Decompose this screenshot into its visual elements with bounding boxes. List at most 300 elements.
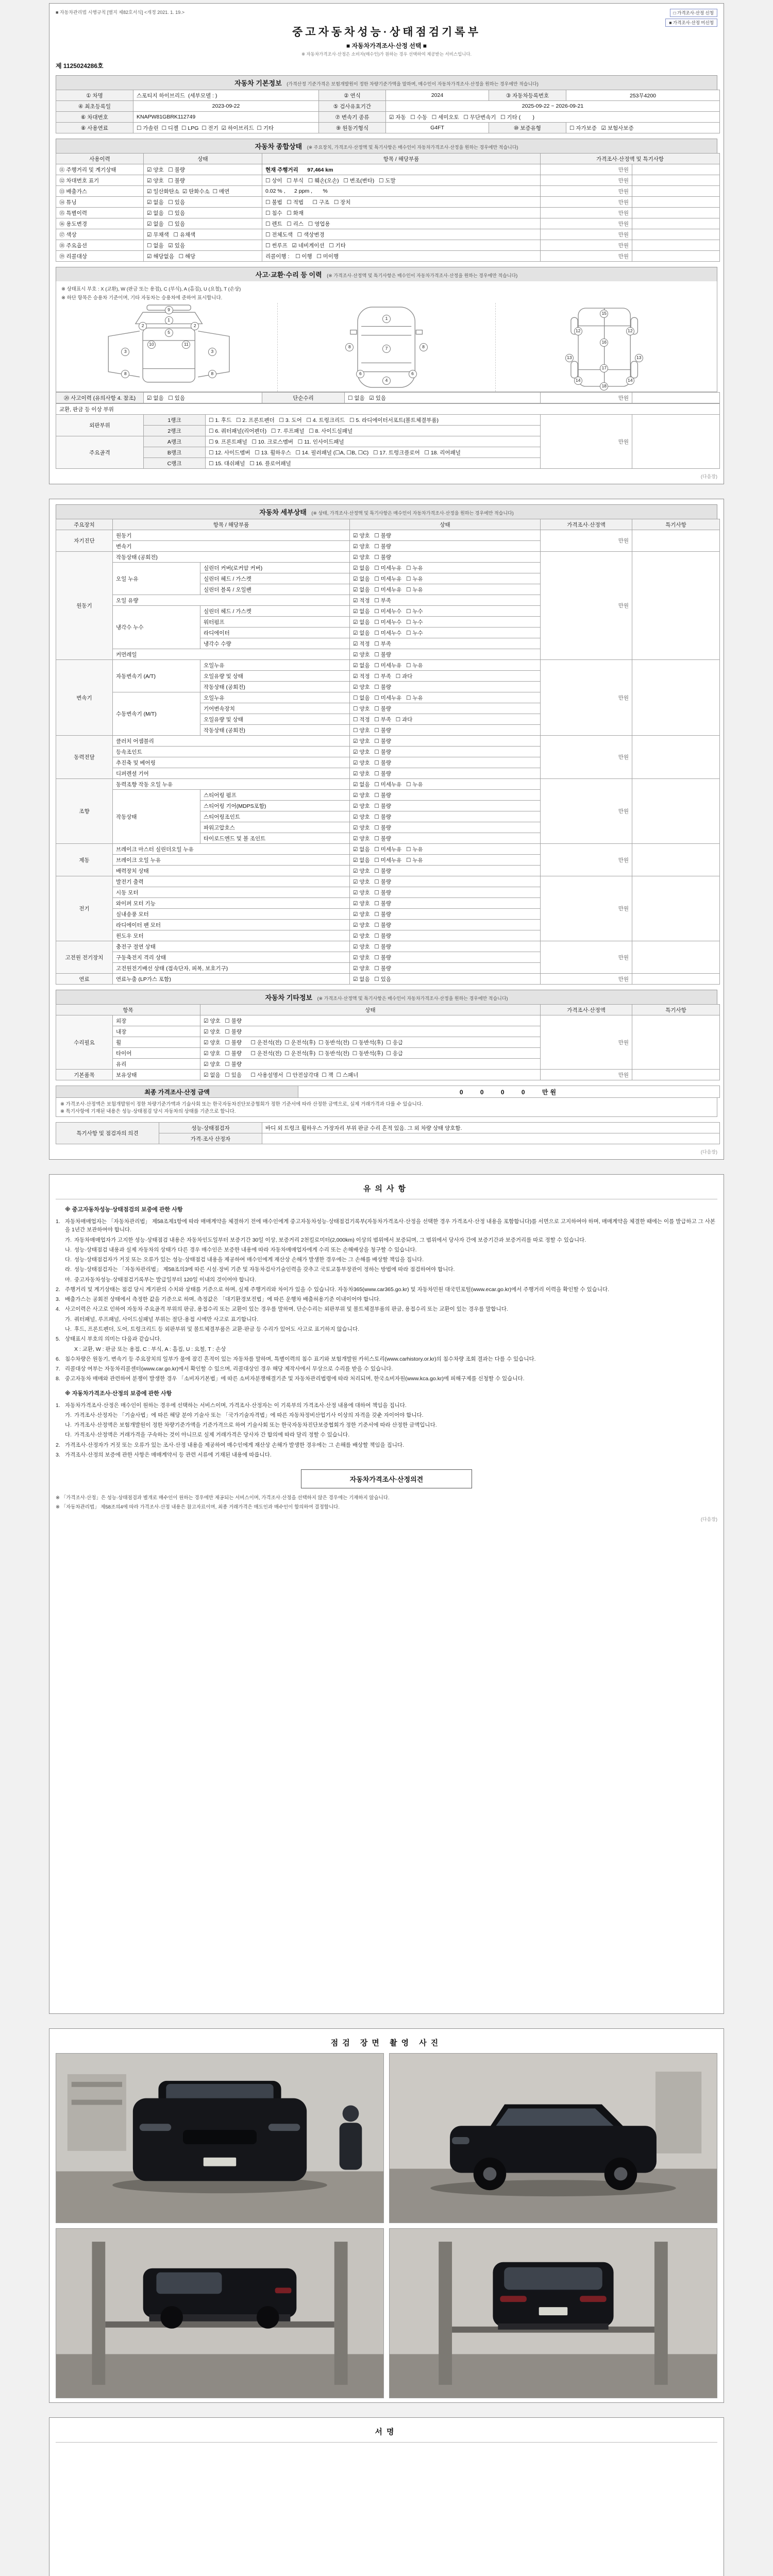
- table-row: [56, 90, 720, 101]
- table-cell: [632, 1015, 720, 1070]
- notice-item: [56, 1355, 717, 1363]
- part-number-marker: 16: [600, 338, 608, 347]
- notice-item-text: ※ 자동차가격조사·산정의 보증에 관한 사항: [65, 1390, 172, 1397]
- part-number-marker: 13: [565, 354, 574, 362]
- form-table: [56, 392, 720, 403]
- table-cell: ☑ 양호 ☐ 불량: [350, 682, 541, 692]
- table-cell: ☑ 자동 ☐ 수동 ☐ 세미오토 ☐ 무단변속기 ☐ 기타 ( ): [386, 112, 720, 123]
- table-cell: 기본품목: [56, 1070, 113, 1080]
- table-cell: 시동 모터: [113, 887, 350, 898]
- table-cell: ☑ 양호 ☐ 불량: [350, 541, 541, 552]
- table-cell: ☑ 없음 ☐ 있음 ☐ 사용설명서 ☐ 안전삼각대 ☐ 잭 ☐ 스패너: [200, 1070, 541, 1080]
- photo-image: [390, 2229, 717, 2398]
- table-row: [56, 1070, 720, 1080]
- header-cell: ④ 최초등록일: [56, 101, 133, 112]
- header-cell: 상태: [200, 1005, 541, 1015]
- table-cell: 만원: [541, 660, 632, 736]
- table-cell: ☑ 양호 ☐ 불량: [350, 552, 541, 563]
- table-cell: 오일 누유: [113, 563, 200, 595]
- table-cell: 브레이크 마스터 실린더오일 누유: [113, 844, 350, 855]
- table-cell: 냉각수 수량: [200, 638, 350, 649]
- price-note-box: [56, 1098, 717, 1117]
- notice-item-label: 다.: [65, 1257, 72, 1263]
- header-cell: 2랭크: [144, 426, 206, 436]
- notice-item: [56, 1365, 717, 1373]
- header-cell: B랭크: [144, 447, 206, 458]
- table-cell: ☐ 렌트 ☐ 리스 ☐ 영업용: [262, 218, 541, 229]
- table-cell: 0 0 0 0 만원: [298, 1086, 720, 1098]
- part-number-marker: 11: [182, 341, 190, 349]
- notice-item-text: 중고자동차 매매와 관련하여 분쟁이 발생한 경우 「소비자기본법」에 따른 소비자분쟁해결기준 및 자동차관리법령에 따라 처리되며, 한국소비자원(www.kca.go.kr)에 피해구제를 신청할 수 있습니다.: [65, 1376, 525, 1382]
- table-cell: 클러치 어셈블리: [113, 736, 350, 747]
- notice-item: [56, 1265, 717, 1274]
- table-cell: 만원: [541, 876, 632, 941]
- part-number-marker: 8: [345, 343, 354, 351]
- header-cell: 성능·상태점검자: [159, 1123, 262, 1133]
- table-cell: 만원: [541, 218, 632, 229]
- header-cell: 상태: [144, 154, 262, 164]
- header-cell: ⑩ 보증유형: [489, 123, 566, 133]
- notices-list: [56, 1206, 717, 1459]
- table-cell: ☑ 없음 ☐ 있음: [144, 197, 262, 208]
- table-cell: ☐ 전체도색 ☐ 색상변경: [262, 229, 541, 240]
- section-header-basic-info: [56, 75, 717, 90]
- header-cell: 가격조사·산정액: [541, 1005, 632, 1015]
- table-cell: ⑮ 특별이력: [56, 208, 144, 218]
- table-cell: 작동상태 (공회전): [200, 725, 350, 736]
- table-cell: ☐ 15. 대쉬패널 ☐ 16. 플로어패널: [206, 458, 541, 469]
- table-cell: ☐ 양호 ☐ 불량: [350, 703, 541, 714]
- table-cell: 외판부위: [56, 415, 144, 436]
- table-cell: [632, 736, 720, 779]
- table-cell: [632, 175, 720, 186]
- table-row: [56, 415, 720, 426]
- diagram-basis-legend: ※ 하단 항목은 승용차 기준이며, 기타 자동차는 승용차에 준하여 표시합니다.: [61, 295, 223, 301]
- header-cell: ⑳ 사고이력 (유의사항 4. 참조): [56, 393, 144, 403]
- header-cell: 가격·조사 산정자: [159, 1133, 262, 1144]
- table-cell: 타이어: [113, 1048, 200, 1059]
- table-row: [56, 519, 720, 530]
- table-row: [56, 404, 720, 415]
- notice-item-label: 가.: [65, 1316, 72, 1323]
- table-row: [56, 154, 720, 164]
- notice-item-text: 가격조사·산정액은 거래가격을 구속하는 것이 아니므로 실제 거래가격은 당사자 간 합의에 따라 달리 정할 수 있습니다.: [74, 1432, 350, 1438]
- table-row: [56, 974, 720, 985]
- table-cell: ☑ 없음 ☐ 미세누유 ☐ 누유: [350, 779, 541, 790]
- table-cell: ☑ 양호 ☐ 불량: [350, 898, 541, 909]
- notice-item-text: 성능·상태점검자는 「자동차관리법」 제58조의3에 따른 시설·장비 기준 및 자동차검사기술인력을 갖추고 국토교통부장관이 정하는 방법에 따라 점검하여야 합니다.: [74, 1266, 455, 1273]
- table-cell: ☑ 양호 ☐ 불량: [350, 920, 541, 930]
- table-cell: 외장: [113, 1015, 200, 1026]
- table-cell: ☑ 양호 ☐ 불량: [350, 757, 541, 768]
- part-number-marker: 13: [635, 354, 643, 362]
- table-cell: ☑ 양호 ☐ 불량: [200, 1015, 541, 1026]
- sheet-basic-and-overall: [49, 3, 724, 484]
- page-continue-note: (다음장): [700, 1149, 717, 1155]
- sheet-inspection-photos: [49, 2028, 724, 2403]
- table-cell: 253무4200: [566, 90, 720, 101]
- table-cell: ⑬ 배출가스: [56, 186, 144, 197]
- table-cell: 0.02 % , 2 ppm , %: [262, 186, 541, 197]
- accident-diagram-box: [56, 281, 717, 392]
- table-cell: 실린더 블록 / 오일팬: [200, 584, 350, 595]
- table-row: [56, 112, 720, 123]
- section-subtitle: (※ 주요장치, 가격조사·산정액 및 특기사항은 매수인이 자동차가격조사·산정을 원하는 경우에만 적습니다): [307, 145, 518, 150]
- header-cell: ⑦ 변속기 종류: [319, 112, 386, 123]
- header-cell: 1랭크: [144, 415, 206, 426]
- table-cell: 만원: [541, 941, 632, 974]
- table-cell: ☑ 없음 ☐ 미세누유 ☐ 누유: [350, 563, 541, 573]
- notice-item-text: 자동차매매업자는 「자동차관리법」 제58조제1항에 따라 매매계약을 체결하기 전에 매수인에게 중고자동차성능·상태점검기록부(자동차가격조사·산정을 선택한 경우 가격조사·산정 내용을 포함합니다)를 서면으로 고지하여야 하며, 매매계약을 체결한 때에는 이를 발급하고 그 사본을 1년간 보관하여야 합니다.: [65, 1218, 716, 1233]
- table-cell: 와이퍼 모터 기능: [113, 898, 350, 909]
- sheet-detail-state: [49, 499, 724, 1160]
- notice-item-text: 중고자동차성능·상태점검기록부는 발급일부터 120일 이내의 것이어야 합니다.: [74, 1276, 256, 1283]
- table-cell: ☑ 양호 ☐ 불량: [350, 941, 541, 952]
- table-cell: ☐ 없음 ☑ 있음: [345, 393, 541, 403]
- notice-item-text: 자동차매매업자가 고지한 성능·상태점검 내용은 자동차인도일부터 보증기간 30일 이상, 보증거리 2천킬로미터(2,000km) 이상의 범위에서 보증되며, 그 범위에서 당사자 간에 보증기간과 보증거리를 따로 정할 수 있습니다.: [74, 1236, 586, 1243]
- valuation-notes: [56, 1495, 717, 1511]
- header-cell: A랭크: [144, 436, 206, 447]
- table-cell: 리콜이행 : ☐ 이행 ☐ 미이행: [262, 251, 541, 262]
- notice-item-text: 사고이력은 사고로 인하여 자동차 주요골격 부위의 판금, 용접수리 또는 교환이 있는 경우를 말하며, 단순수리는 외판부위 및 볼트체결부품의 판금, 용접수리 또는 교환이 있는 경우를 말합니다.: [65, 1306, 508, 1313]
- table-row: [56, 1005, 720, 1015]
- corner-tags: [665, 9, 717, 27]
- notice-item: [56, 1431, 717, 1439]
- inspection-photo-front: [56, 2053, 384, 2223]
- header-cell: C랭크: [144, 458, 206, 469]
- form-table: [56, 1004, 720, 1080]
- table-cell: ☑ 양호 ☐ 불량: [350, 790, 541, 801]
- table-row: [56, 876, 720, 887]
- table-cell: ☑ 없음 ☐ 미세누유 ☐ 누유: [350, 573, 541, 584]
- part-number-marker: 6: [409, 370, 417, 378]
- car-diagram-unfolded-view: [60, 303, 278, 392]
- photo-image: [390, 2054, 717, 2223]
- table-cell: 최종 가격조사·산정 금액: [56, 1086, 298, 1098]
- table-cell: KNAPW81GBRK112749: [133, 112, 319, 123]
- status-code-legend: ※ 상태표시 부호 : X (교환), W (판금 또는 용접), C (부식), A (흠집), U (요철), T (손상): [61, 286, 241, 292]
- table-cell: 오일누유: [200, 660, 350, 671]
- table-cell: 타이로드엔드 및 볼 조인트: [200, 833, 350, 844]
- valuation-note-line: ※ 「가격조사·산정」은 성능·상태점검과 별개로 매수인이 원하는 경우에만 제공되는 서비스이며, 가격조사·산정을 선택하지 않은 경우에는 기재하지 않습니다.: [56, 1495, 390, 1501]
- notice-item: [56, 1256, 717, 1264]
- table-cell: 오일 유량: [113, 595, 350, 606]
- notice-item-label: 5.: [56, 1336, 60, 1343]
- table-row: [56, 552, 720, 563]
- table-cell: ☑ 없음 ☐ 있음: [144, 208, 262, 218]
- table-cell: 만원: [541, 552, 632, 660]
- table-cell: 만원: [541, 736, 632, 779]
- notice-item-label: [56, 1389, 65, 1398]
- notice-item-text: 가격조사·산정자는 「기술사법」에 따른 해당 분야 기술사 또는 「국가기술자격법」에 따른 자동차정비산업기사 이상의 자격을 갖춘 자이어야 합니다.: [74, 1412, 424, 1418]
- tag-price-survey-not-apply: ■ 가격조사·산정 미신청: [665, 19, 717, 27]
- table-cell: 고전원전기배선 상태 (접속단자, 피복, 보호기구): [113, 963, 350, 974]
- section-header-overall-state: [56, 139, 717, 153]
- notice-item-label: 2.: [56, 1286, 60, 1293]
- table-row: [56, 251, 720, 262]
- notice-item-label: 1.: [56, 1218, 60, 1225]
- table-cell: 수동변속기 (M/T): [113, 692, 200, 736]
- notice-item: [56, 1295, 717, 1303]
- table-row: [56, 393, 720, 403]
- table-cell: [632, 552, 720, 660]
- table-cell: ☑ 양호 ☐ 불량: [350, 952, 541, 963]
- table-cell: ☐ 자가보증 ☑ 보험사보증: [566, 123, 720, 133]
- notice-item-text: 성능·상태점검자가 거짓 또는 오류가 있는 성능·상태점검 내용을 제공하여 매수인에게 재산상 손해가 발생한 경우에는 그 손해를 배상할 책임을 집니다.: [74, 1257, 424, 1263]
- table-cell: ☐ 12. 사이드멤버 ☐ 13. 휠하우스 ☐ 14. 필러패널 (☐A, ☐B, ☐C) ☐ 17. 트렁크플로어 ☐ 18. 리어패널: [206, 447, 541, 458]
- table-cell: 워터펌프: [200, 617, 350, 628]
- table-row: [56, 175, 720, 186]
- table-cell: 충전구 절연 상태: [113, 941, 350, 952]
- section-header-detail-state: [56, 504, 717, 519]
- table-cell: ☑ 없음 ☐ 미세누유 ☐ 누유: [350, 584, 541, 595]
- notices-title: 유의사항: [56, 1180, 717, 1199]
- table-cell: [632, 844, 720, 876]
- inspection-photo-rear: [389, 2228, 717, 2398]
- form-table: [56, 519, 720, 985]
- notice-item: [56, 1335, 717, 1343]
- notice-item-text: 가격조사·산정자가 거짓 또는 오류가 있는 조사·산정 내용을 제공하여 매수인에게 재산상 손해가 발생한 경우에는 그 손해를 배상할 책임을 집니다.: [65, 1442, 404, 1448]
- photo-image: [56, 2054, 383, 2223]
- table-cell: ☑ 양호 ☐ 불량: [144, 175, 262, 186]
- notice-item: [56, 1285, 717, 1294]
- table-cell: 2023-09-22: [133, 101, 319, 112]
- table-cell: ☑ 없음 ☐ 있음: [144, 218, 262, 229]
- part-number-marker: 15: [600, 310, 608, 318]
- part-number-marker: 1: [165, 316, 173, 325]
- table-row: [56, 530, 720, 541]
- table-cell: ☑ 양호 ☐ 불량: [350, 833, 541, 844]
- notice-item: [56, 1375, 717, 1383]
- table-cell: ☑ 없음 ☐ 미세누유 ☐ 누유: [350, 844, 541, 855]
- notice-item: [56, 1411, 717, 1419]
- form-table: [56, 1122, 720, 1144]
- table-row: [56, 123, 720, 133]
- table-cell: ☑ 적정 ☐ 부족 ☐ 과다: [350, 671, 541, 682]
- notice-item-text: 가격조사·산정의 보증에 관한 사항은 매매계약서 등 관련 서류에 기재된 내용에 따릅니다.: [65, 1451, 272, 1458]
- notice-item-label: 나.: [65, 1422, 72, 1429]
- valuation-opinion-box: 자동차가격조사·산정의견: [301, 1469, 472, 1488]
- notice-item: [56, 1389, 717, 1398]
- sheet-notices: [49, 1174, 724, 2014]
- notice-item-text: 주행거리 및 계기상태는 점검 당시 계기판의 수치와 상태를 기준으로 하며, 실제 주행거리와 차이가 있을 수 있습니다. 자동차365(www.car365.go.kr) 및 자동차민원 대국민포털(www.ecar.go.kr)에서 주행거리 이력을 확인할 수 있습니다.: [65, 1286, 610, 1293]
- notice-item-label: 가.: [65, 1236, 72, 1243]
- table-cell: ☑ 양호 ☐ 불량: [144, 164, 262, 175]
- table-cell: 만원: [541, 530, 632, 552]
- table-cell: 라디에이터: [200, 628, 350, 638]
- notice-item: [56, 1441, 717, 1449]
- table-cell: [632, 530, 720, 552]
- table-cell: 변속기: [56, 660, 113, 736]
- notice-item-label: 3.: [56, 1451, 60, 1458]
- section-title: 자동차 기타정보: [265, 994, 312, 1002]
- table-cell: ☑ 없음 ☐ 미세누유 ☐ 누유: [350, 660, 541, 671]
- table-cell: ☑ 양호 ☐ 불량: [350, 811, 541, 822]
- table-cell: [632, 229, 720, 240]
- table-row: [56, 736, 720, 747]
- notice-item-label: 나.: [65, 1326, 72, 1332]
- table-cell: ☐ 썬루프 ☑ 네비게이션 ☐ 기타: [262, 240, 541, 251]
- table-cell: ☑ 양호 ☐ 불량: [350, 747, 541, 757]
- notice-item: [56, 1421, 717, 1429]
- part-number-marker: 12: [626, 327, 634, 335]
- table-cell: 라디에이터 팬 모터: [113, 920, 350, 930]
- part-number-marker: 18: [600, 382, 608, 391]
- table-cell: 연료: [56, 974, 113, 985]
- table-cell: 발전기 출력: [113, 876, 350, 887]
- table-cell: [632, 164, 720, 175]
- table-cell: G4FT: [386, 123, 489, 133]
- table-cell: ☐ 상이 ☐ 부식 ☐ 훼손(오손) ☐ 변조(변타) ☐ 도말: [262, 175, 541, 186]
- notice-item-label: 2.: [56, 1442, 60, 1448]
- section-title: 자동차 기본정보: [234, 79, 282, 87]
- table-cell: ☑ 없음 ☐ 있음: [350, 974, 541, 985]
- header-cell: ③ 자동차등록번호: [489, 90, 566, 101]
- table-cell: ☐ 침수 ☐ 화재: [262, 208, 541, 218]
- table-cell: ☐ 없음 ☐ 미세누유 ☐ 누유: [350, 692, 541, 703]
- table-cell: [632, 660, 720, 736]
- form-table: [56, 90, 720, 133]
- table-cell: [632, 941, 720, 974]
- table-row: [56, 660, 720, 671]
- table-cell: [632, 393, 720, 403]
- table-cell: ☑ 없음 ☐ 미세누수 ☐ 누수: [350, 628, 541, 638]
- part-number-marker: 10: [147, 341, 156, 349]
- table-cell: ☑ 양호 ☐ 불량 ☐ 운전석(전) ☐ 운전석(후) ☐ 동반석(전) ☐ 동반석(후) ☐ 응급: [200, 1048, 541, 1059]
- table-row: [56, 240, 720, 251]
- table-cell: ☑ 양호 ☐ 불량: [350, 530, 541, 541]
- page-continue-note: (다음장): [700, 1516, 717, 1522]
- part-number-marker: 5: [165, 329, 173, 337]
- table-cell: 동력전달: [56, 736, 113, 779]
- table-cell: 휠: [113, 1037, 200, 1048]
- table-cell: ☑ 없음 ☐ 미세누수 ☐ 누수: [350, 606, 541, 617]
- photo-image: [56, 2229, 383, 2398]
- notice-item-label: 가.: [65, 1412, 72, 1418]
- table-cell: [632, 251, 720, 262]
- notice-item: [56, 1276, 717, 1284]
- notice-item-label: 다.: [65, 1432, 72, 1438]
- part-number-marker: 9: [165, 306, 173, 314]
- table-cell: 바디 외 트렁크 휠하우스 가장자리 부위 판금 수리 흔적 있음. 그 외 차량 상태 양호함.: [262, 1123, 720, 1133]
- table-cell: ☐ 양호 ☐ 불량: [350, 725, 541, 736]
- table-cell: 자기진단: [56, 530, 113, 552]
- header-cell: 특기사항: [632, 1005, 720, 1015]
- table-cell: ☑ 양호 ☐ 불량: [350, 801, 541, 811]
- part-number-marker: 8: [121, 370, 129, 378]
- part-number-marker: 8: [208, 370, 216, 378]
- table-cell: 실린더 헤드 / 가스켓: [200, 573, 350, 584]
- header-cell: 가격조사·산정액: [541, 519, 632, 530]
- notice-item: [56, 1315, 717, 1324]
- table-cell: ☑ 적정 ☐ 부족: [350, 595, 541, 606]
- notice-item: [56, 1206, 717, 1214]
- form-table: [56, 1086, 720, 1098]
- notice-item-label: [65, 1345, 74, 1353]
- table-cell: 조향: [56, 779, 113, 844]
- table-cell: [632, 208, 720, 218]
- table-row: [56, 941, 720, 952]
- header-cell: 항목 / 해당부품: [113, 519, 350, 530]
- table-cell: ☑ 양호 ☐ 불량: [350, 768, 541, 779]
- table-cell: 원동기: [56, 552, 113, 660]
- table-cell: ☑ 양호 ☐ 불량: [350, 876, 541, 887]
- form-table: [56, 153, 720, 262]
- notice-item-label: 4.: [56, 1306, 60, 1313]
- table-cell: ☐ 9. 프론트패널 ☐ 10. 크로스멤버 ☐ 11. 인사이드패널: [206, 436, 541, 447]
- table-cell: 자동변속기 (A/T): [113, 660, 200, 692]
- table-cell: ☑ 양호 ☐ 불량: [350, 887, 541, 898]
- table-cell: ⑯ 용도변경: [56, 218, 144, 229]
- signature-title: 서명: [56, 2423, 717, 2443]
- notice-item-text: 자동차가격조사·산정은 매수인이 원하는 경우에 선택하는 서비스이며, 가격조사·산정자는 이 기록부의 가격조사·산정 내용에 대하여 책임을 집니다.: [65, 1402, 407, 1409]
- price-note-line: ※ 특기사항에 기재된 내용은 성능·상태점검 당시 자동차의 상태를 기준으로 합니다.: [60, 1109, 236, 1114]
- header-cell: 가격조사·산정액 및 특기사항: [541, 154, 720, 164]
- table-cell: 만원: [541, 197, 632, 208]
- notice-item: [56, 1305, 717, 1313]
- header-cell: 항목 / 해당부품: [262, 154, 541, 164]
- table-row: [56, 101, 720, 112]
- tag-price-survey-apply: □ 가격조사·산정 신청: [670, 9, 717, 17]
- document-subnote: ※ 자동차가격조사·산정은 소비자(매수인)가 원하는 경우 선택하여 제공받는 서비스입니다.: [301, 52, 472, 57]
- table-cell: ☑ 양호 ☐ 불량: [350, 909, 541, 920]
- table-row: [56, 1123, 720, 1133]
- table-cell: 2025-09-22 ~ 2026-09-21: [386, 101, 720, 112]
- part-number-marker: 14: [574, 377, 582, 385]
- table-cell: [632, 974, 720, 985]
- table-cell: ☐ 가솔린 ☐ 디젤 ☐ LPG ☐ 전기 ☑ 하이브리드 ☐ 기타: [133, 123, 319, 133]
- table-cell: 만원: [541, 1070, 632, 1080]
- table-cell: 만원: [541, 393, 632, 403]
- table-row: [56, 1015, 720, 1026]
- table-cell: ☐ 불법 ☐ 적법 ☐ 구조 ☐ 장치: [262, 197, 541, 208]
- section-subtitle: (※ 가격조사·산정액 및 특기사항은 매수인이 자동차가격조사·산정을 원하는 경우에만 적습니다): [327, 273, 518, 278]
- table-cell: 오일유량 및 상태: [200, 714, 350, 725]
- table-cell: 유리: [113, 1059, 200, 1070]
- header-cell: ⑥ 차대번호: [56, 112, 133, 123]
- table-row: [56, 186, 720, 197]
- table-cell: [632, 197, 720, 208]
- car-diagram-top-view: [278, 303, 495, 392]
- table-cell: 실린더 커버(로커암 커버): [200, 563, 350, 573]
- table-cell: 만원: [541, 208, 632, 218]
- table-cell: ☑ 양호 ☐ 불량: [350, 930, 541, 941]
- part-number-marker: 4: [382, 377, 391, 385]
- section-subtitle: (가격산정 기준가격은 보험개발원이 정한 차량기준가액을 말하며, 매수인이 자동차가격조사·산정을 원하는 경우에만 적습니다): [287, 81, 539, 87]
- notice-item-label: 3.: [56, 1296, 60, 1303]
- table-cell: ☑ 양호 ☐ 불량 ☐ 운전석(전) ☐ 운전석(후) ☐ 동반석(전) ☐ 동반석(후) ☐ 응급: [200, 1037, 541, 1048]
- table-cell: 스포티지 하이브리드 (세부모델 : ): [133, 90, 319, 101]
- table-cell: ⑰ 색상: [56, 229, 144, 240]
- table-cell: ☑ 양호 ☐ 불량: [350, 866, 541, 876]
- notice-item-label: [56, 1206, 65, 1214]
- header-cell: 항목: [56, 1005, 200, 1015]
- table-cell: [632, 186, 720, 197]
- table-cell: 실린더 헤드 / 가스켓: [200, 606, 350, 617]
- table-row: [56, 164, 720, 175]
- table-cell: ☐ 적정 ☐ 부족 ☐ 과다: [350, 714, 541, 725]
- table-cell: 만원: [541, 844, 632, 876]
- table-cell: 냉각수 누수: [113, 606, 200, 649]
- table-cell: 브레이크 오일 누유: [113, 855, 350, 866]
- table-cell: 작동상태 (공회전): [200, 682, 350, 692]
- notice-item: [56, 1345, 717, 1353]
- table-cell: 만원: [541, 974, 632, 985]
- table-cell: 스티어링 펌프: [200, 790, 350, 801]
- notice-item: [56, 1401, 717, 1410]
- overall-state-table: [56, 153, 717, 262]
- table-row: [56, 1086, 720, 1098]
